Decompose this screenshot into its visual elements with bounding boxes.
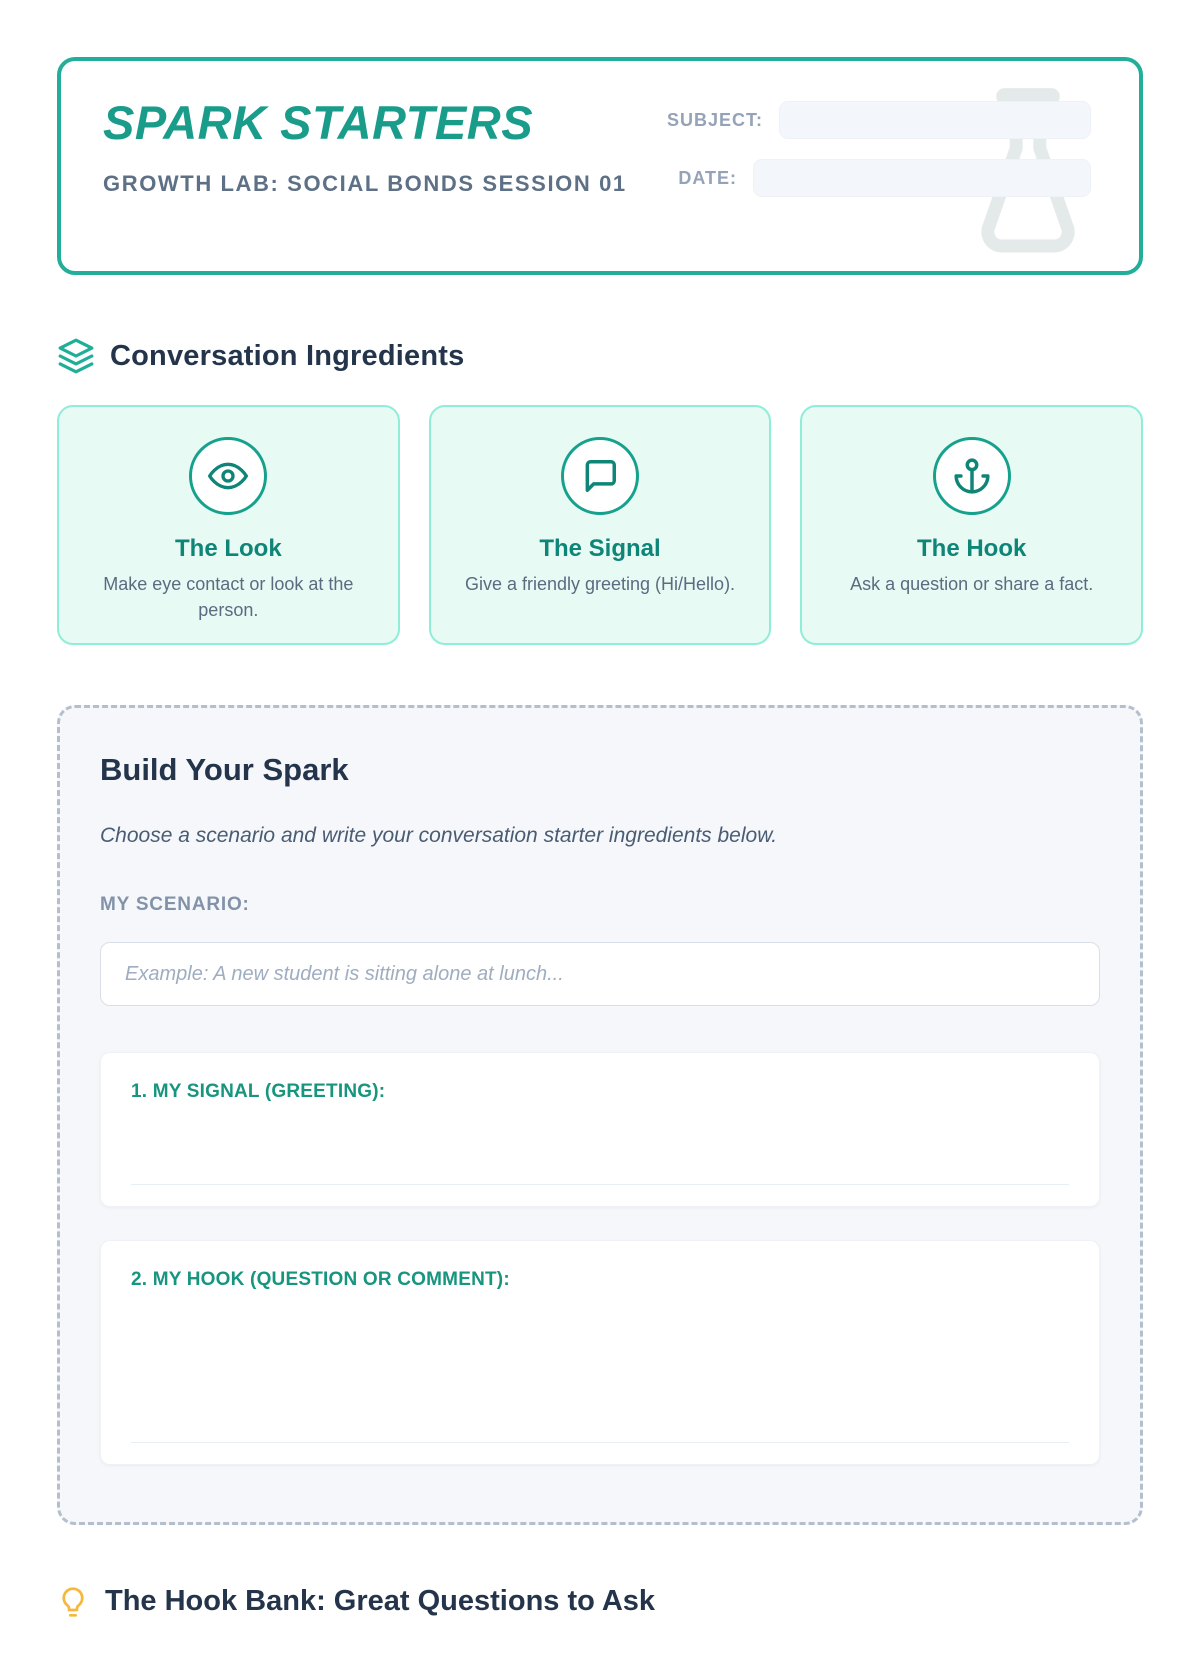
card-description: Ask a question or share a fact. xyxy=(850,574,1094,594)
hook-bank-heading-text: The Hook Bank: Great Questions to Ask xyxy=(105,1585,656,1617)
signal-write-line[interactable] xyxy=(131,1184,1069,1185)
page-subtitle: GROWTH LAB: SOCIAL BONDS SESSION 01 xyxy=(103,171,627,196)
eye-icon xyxy=(189,437,267,515)
card-title: The Hook xyxy=(917,535,1027,562)
subject-row xyxy=(667,101,1091,139)
signal-write-card xyxy=(100,1052,1100,1207)
build-your-spark-panel xyxy=(57,705,1143,1525)
date-label: DATE: xyxy=(678,167,737,188)
ingredients-heading-text: Conversation Ingredients xyxy=(110,339,465,372)
header-titles xyxy=(103,96,663,200)
card-description: Give a friendly greeting (Hi/Hello). xyxy=(464,574,736,594)
card-description: Make eye contact or look at the person. xyxy=(103,574,354,621)
date-input[interactable] xyxy=(753,159,1091,197)
hook-write-line[interactable] xyxy=(131,1442,1069,1443)
page xyxy=(57,57,1143,1618)
subject-label: SUBJECT: xyxy=(666,109,763,130)
ingredients-heading xyxy=(57,337,1143,375)
layers-icon xyxy=(57,337,95,375)
builder-instructions: Choose a scenario and write your conversation starter ingredients below. xyxy=(100,824,778,847)
speech-bubble-icon xyxy=(561,437,639,515)
scenario-input[interactable] xyxy=(100,942,1100,1006)
builder-title: Build Your Spark xyxy=(100,752,349,787)
lightbulb-icon xyxy=(57,1586,89,1618)
header-card xyxy=(57,57,1143,275)
date-row xyxy=(667,159,1091,197)
header-fields xyxy=(667,101,1091,197)
signal-field-label: 1. MY SIGNAL (GREETING): xyxy=(131,1081,386,1102)
scenario-label: MY SCENARIO: xyxy=(100,894,250,915)
card-title: The Look xyxy=(175,535,282,562)
page-title: SPARK STARTERS xyxy=(103,96,534,149)
subject-input[interactable] xyxy=(779,101,1091,139)
hook-bank-heading xyxy=(57,1585,1143,1618)
card-the-look xyxy=(57,405,400,645)
card-title: The Signal xyxy=(539,535,661,562)
ingredient-cards xyxy=(57,405,1143,645)
hook-field-label: 2. MY HOOK (QUESTION OR COMMENT): xyxy=(131,1269,510,1290)
card-the-hook xyxy=(800,405,1143,645)
anchor-icon xyxy=(933,437,1011,515)
hook-write-card xyxy=(100,1240,1100,1465)
card-the-signal xyxy=(429,405,772,645)
